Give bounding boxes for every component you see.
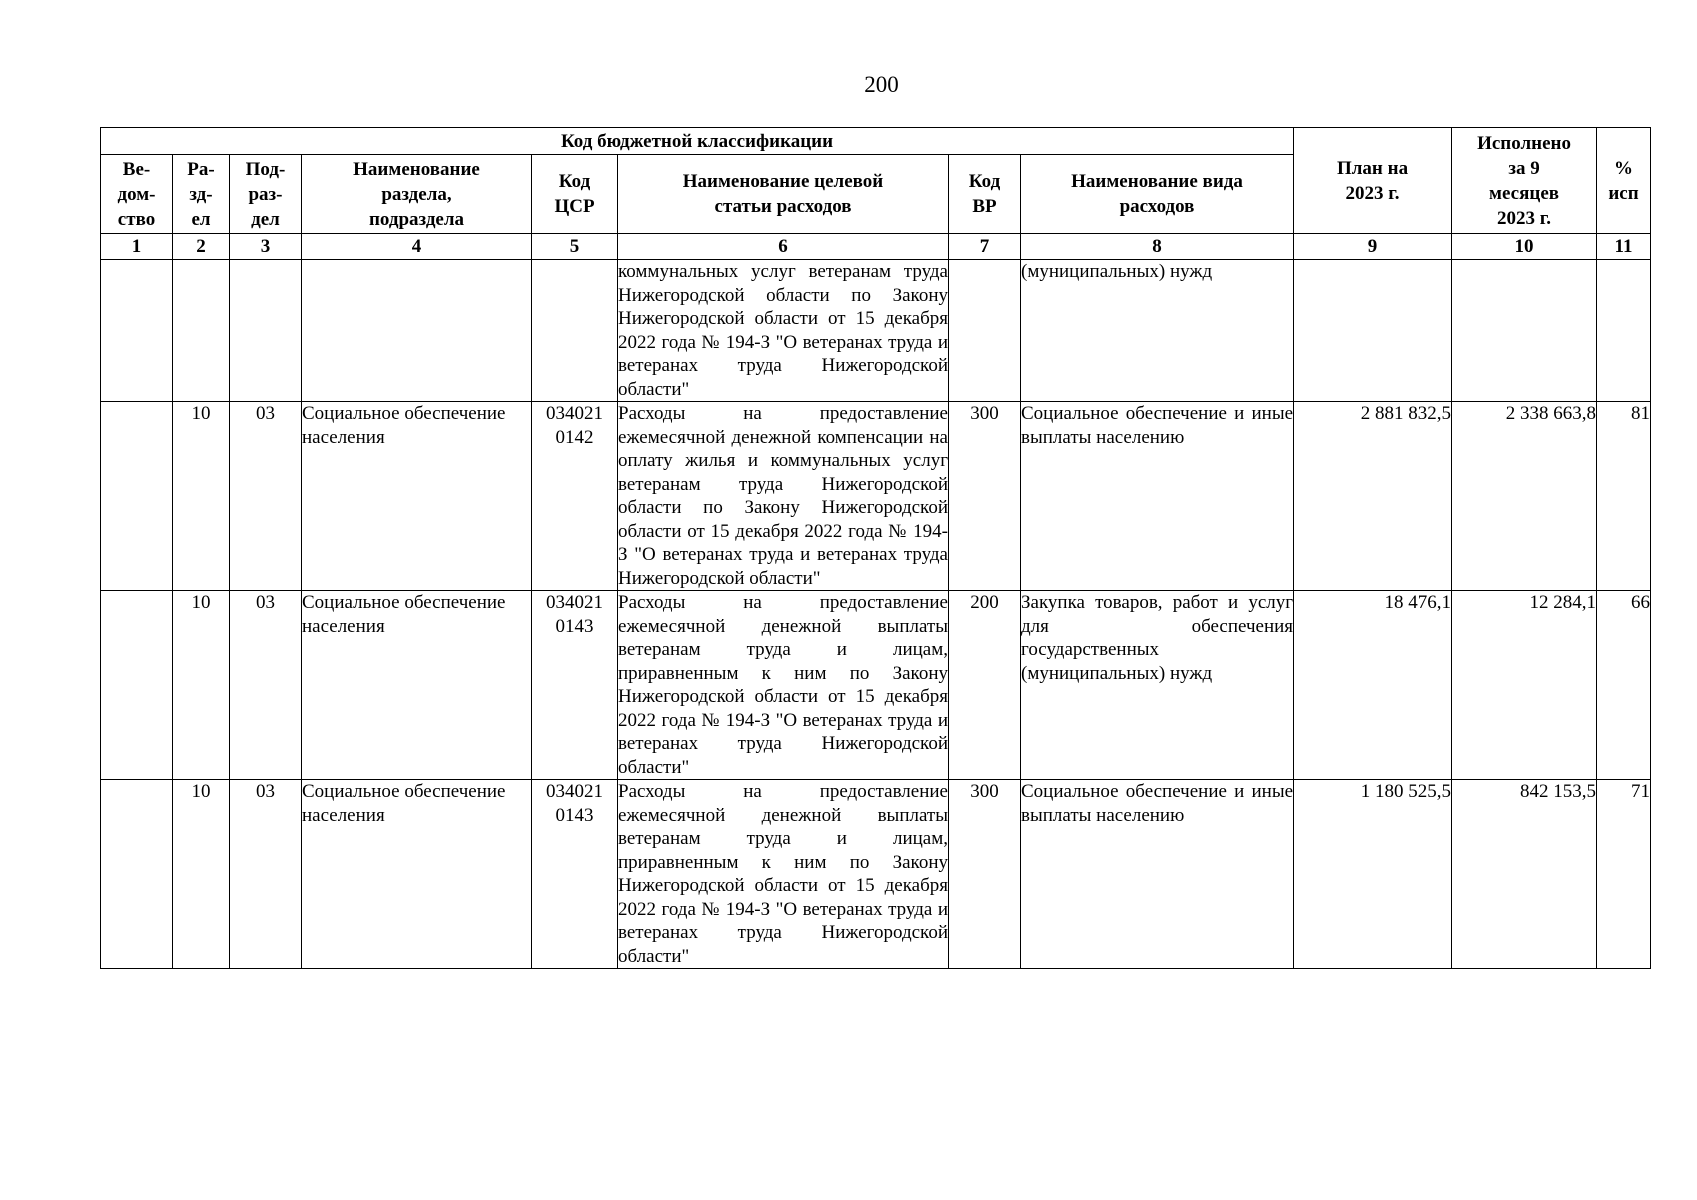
cell-razdel-name: Социальное обеспечение населения [302, 591, 532, 780]
cell-plan: 18 476,1 [1294, 591, 1452, 780]
cell-vedomstvo [101, 591, 173, 780]
cell-vedomstvo [101, 260, 173, 402]
cell-razdel-name: Социальное обеспечение населения [302, 402, 532, 591]
column-number: 7 [949, 234, 1021, 260]
cell-podrazdel: 03 [230, 402, 302, 591]
column-number: 9 [1294, 234, 1452, 260]
cell-vedomstvo [101, 780, 173, 969]
cell-vr: 300 [949, 402, 1021, 591]
column-numbers-row [101, 234, 1651, 260]
cell-vr: 300 [949, 780, 1021, 969]
cell-vr-name: Закупка товаров, работ и услуг для обеспечения государственных (муниципальных) нужд [1021, 591, 1294, 780]
cell-razdel-name [302, 260, 532, 402]
cell-podrazdel: 03 [230, 591, 302, 780]
col-header-csr: Код ЦСР [532, 155, 618, 234]
col-header-vedomstvo: Ве- дом- ство [101, 155, 173, 234]
column-number: 8 [1021, 234, 1294, 260]
cell-vr-name: Социальное обеспечение и иные выплаты населению [1021, 402, 1294, 591]
cell-percent: 71 [1597, 780, 1651, 969]
column-number: 5 [532, 234, 618, 260]
cell-target-name: Расходы на предоставление ежемесячной денежной выплаты ветеранам труда и лицам, приравненным к ним по Закону Нижегородской области от 15 декабря 2022 года № 194-З "О ветеранах труда и ветеранах труда Нижегородской области" [618, 592, 948, 778]
col-header-razdel-name: Наименование раздела, подраздела [302, 155, 532, 234]
cell-target-name: Расходы на предоставление ежемесячной денежной выплаты ветеранам труда и лицам, приравненным к ним по Закону Нижегородской области от 15 декабря 2022 года № 194-З "О ветеранах труда и ветеранах труда Нижегородской области" [618, 781, 948, 967]
table-row [101, 591, 1651, 780]
column-number: 4 [302, 234, 532, 260]
column-number: 10 [1452, 234, 1597, 260]
cell-percent: 81 [1597, 402, 1651, 591]
cell-razdel: 10 [173, 780, 230, 969]
column-number: 2 [173, 234, 230, 260]
budget-table [100, 127, 1651, 969]
cell-executed [1452, 260, 1597, 402]
cell-razdel [173, 260, 230, 402]
cell-plan [1294, 260, 1452, 402]
table-body [101, 260, 1651, 969]
cell-plan: 2 881 832,5 [1294, 402, 1452, 591]
cell-executed: 842 153,5 [1452, 780, 1597, 969]
table-row [101, 260, 1651, 402]
cell-vr-name: (муниципальных) нужд [1021, 260, 1294, 402]
cell-executed: 2 338 663,8 [1452, 402, 1597, 591]
cell-target-name: коммунальных услуг ветеранам труда Нижегородской области по Закону Нижегородской области от 15 декабря 2022 года № 194-З "О ветеранах труда и ветеранах труда Нижегородской области" [618, 261, 948, 400]
column-number: 1 [101, 234, 173, 260]
column-number: 6 [618, 234, 949, 260]
cell-csr: 034021 0143 [532, 591, 618, 780]
cell-csr: 034021 0143 [532, 780, 618, 969]
cell-vedomstvo [101, 402, 173, 591]
cell-csr [532, 260, 618, 402]
cell-percent [1597, 260, 1651, 402]
table-header [101, 128, 1651, 260]
col-header-executed: Исполнено за 9 месяцев 2023 г. [1452, 128, 1597, 234]
cell-podrazdel: 03 [230, 780, 302, 969]
cell-vr: 200 [949, 591, 1021, 780]
col-header-vr: Код ВР [949, 155, 1021, 234]
column-number: 11 [1597, 234, 1651, 260]
cell-plan: 1 180 525,5 [1294, 780, 1452, 969]
cell-razdel: 10 [173, 402, 230, 591]
cell-vr-name: Социальное обеспечение и иные выплаты населению [1021, 780, 1294, 969]
col-header-percent: % исп [1597, 128, 1651, 234]
col-header-plan: План на 2023 г. [1294, 128, 1452, 234]
column-number: 3 [230, 234, 302, 260]
budget-classification-header: Код бюджетной классификации [101, 128, 1294, 155]
cell-razdel-name: Социальное обеспечение населения [302, 780, 532, 969]
cell-razdel: 10 [173, 591, 230, 780]
cell-vr [949, 260, 1021, 402]
cell-executed: 12 284,1 [1452, 591, 1597, 780]
page-number: 200 [864, 72, 899, 97]
table-row [101, 402, 1651, 591]
col-header-razdel: Ра- зд- ел [173, 155, 230, 234]
col-header-target-name: Наименование целевой статьи расходов [618, 155, 949, 234]
cell-target-name: Расходы на предоставление ежемесячной денежной компенсации на оплату жилья и коммунальных услуг ветеранам труда Нижегородской области по Закону Нижегородской области от 15 декабря 2022 года № 194-З "О ветеранах труда и ветеранах труда Нижегородской области" [618, 403, 948, 589]
col-header-vr-name: Наименование вида расходов [1021, 155, 1294, 234]
cell-csr: 034021 0142 [532, 402, 618, 591]
col-header-podrazdel: Под- раз- дел [230, 155, 302, 234]
table-row [101, 780, 1651, 969]
cell-podrazdel [230, 260, 302, 402]
cell-percent: 66 [1597, 591, 1651, 780]
